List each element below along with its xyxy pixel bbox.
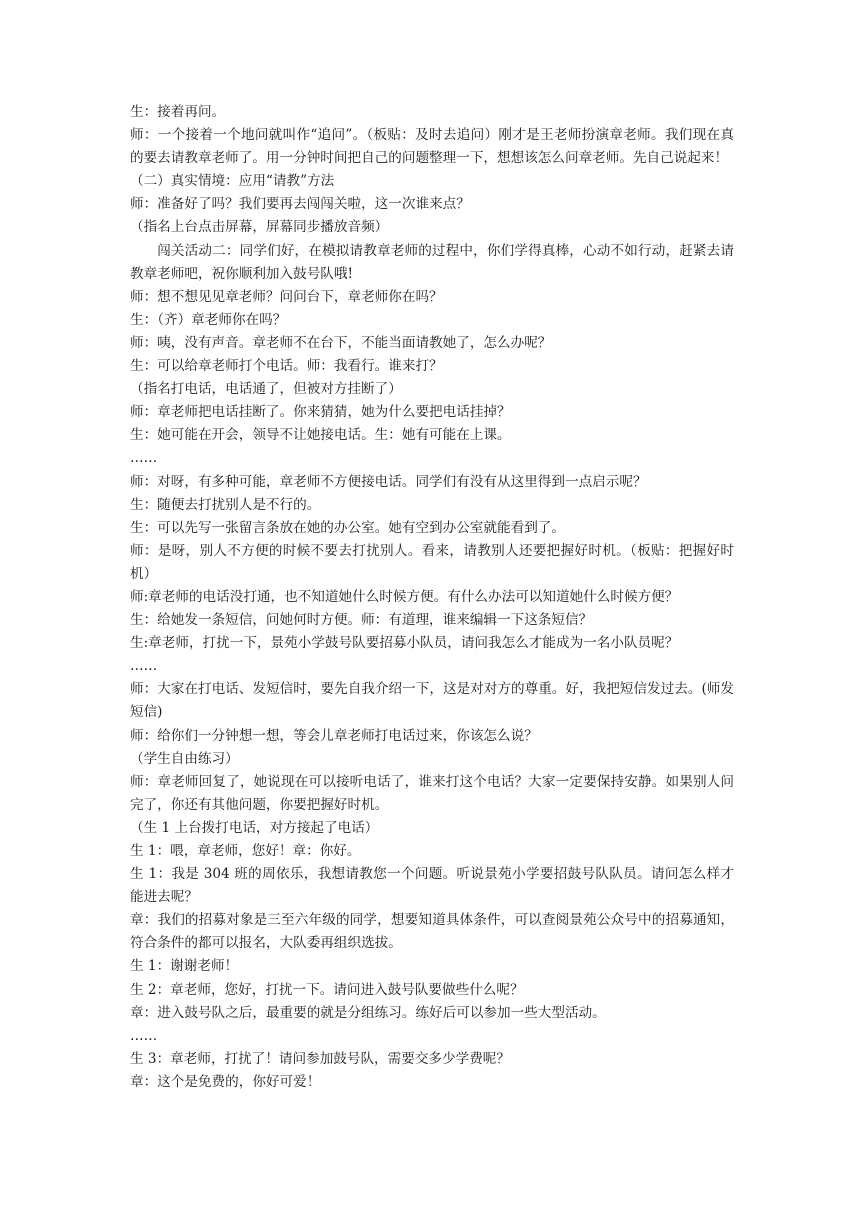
paragraph: 师：章老师把电话挂断了。你来猜猜，她为什么要把电话挂掉？ (130, 404, 511, 421)
paragraph: …… (130, 658, 158, 675)
document-page (130, 101, 734, 1094)
paragraph: 生：可以先写一张留言条放在她的办公室。她有空到办公室就能看到了。 (130, 519, 565, 536)
paragraph: （二）真实情境：应用“请教”方法 (130, 173, 335, 190)
paragraph: 师：对呀，有多种可能，章老师不方便接电话。同学们有没有从这里得到一点启示呢？ (130, 473, 647, 490)
paragraph: 生：她可能在开会，领导不让她接电话。生：她有可能在上课。 (130, 427, 511, 444)
paragraph: 师：章老师回复了，她说现在可以接听电话了，谁来打这个电话？大家一定要保持安静。如果别人问完了，你还有其他问题，你要把握好时机。 (130, 773, 734, 813)
paragraph: 生：（齐）章老师你在吗？ (130, 311, 287, 328)
paragraph: 师:章老师的电话没打通，也不知道她什么时候方便。有什么办法可以知道她什么时候方便？ (130, 588, 679, 605)
paragraph: 章：我们的招募对象是三至六年级的同学，想要知道具体条件，可以查阅景苑公众号中的招募通知，符合条件的都可以报名，大队委再组织选拔。 (130, 912, 734, 952)
paragraph: 生:章老师，打扰一下，景苑小学鼓号队要招募小队员，请问我怎么才能成为一名小队员呢？ (130, 635, 679, 652)
paragraph: 生：接着再问。 (130, 104, 226, 120)
paragraph: 生 2：章老师，您好，打扰一下。请问进入鼓号队要做些什么呢？ (130, 981, 524, 998)
paragraph: 生：给她发一条短信，问她何时方便。师：有道理，谁来编辑一下这条短信？ (130, 612, 593, 629)
paragraph: 生：随便去打扰别人是不行的。 (130, 496, 321, 513)
paragraph: 师：是呀，别人不方便的时候不要去打扰别人。看来，请教别人还要把握好时机。（板贴：把握好时机） (130, 542, 734, 582)
paragraph: （指名上台点击屏幕，屏幕同步播放音频） (130, 219, 389, 236)
paragraph: 师：给你们一分钟想一想，等会儿章老师打电话过来，你该怎么说？ (130, 727, 538, 744)
paragraph: 生 3：章老师，打扰了！请问参加鼓号队，需要交多少学费呢？ (130, 1050, 510, 1067)
paragraph: …… (130, 1027, 158, 1044)
paragraph: 生：可以给章老师打个电话。师：我看行。谁来打？ (130, 358, 443, 375)
paragraph: 章：这个是免费的，你好可爱！ (130, 1073, 321, 1090)
paragraph: 章：进入鼓号队之后，最重要的就是分组练习。练好后可以参加一些大型活动。 (130, 1004, 606, 1021)
paragraph: …… (130, 450, 158, 467)
paragraph: 师：想不想见见章老师？问问台下，章老师你在吗？ (130, 288, 443, 305)
paragraph: 师：大家在打电话、发短信时，要先自我介绍一下，这是对对方的尊重。好，我把短信发过去。(师发短信) (130, 681, 734, 721)
paragraph: 师：咦，没有声音。章老师不在台下，不能当面请教她了，怎么办呢？ (130, 334, 552, 351)
paragraph: 师：一个接着一个地问就叫作“追问”。（板贴：及时去追问）刚才是王老师扮演章老师。我们现在真的要去请教章老师了。用一分钟时间把自己的问题整理一下，想想该怎么问章老师。先自己说起来！ (130, 127, 734, 167)
paragraph: （生 1 上台拨打电话，对方接起了电话） (130, 819, 379, 836)
paragraph: （指名打电话，电话通了，但被对方挂断了） (130, 381, 402, 398)
paragraph: 生 1：谢谢老师！ (130, 958, 239, 975)
paragraph: 生 1：我是 304 班的周依乐，我想请教您一个问题。听说景苑小学要招鼓号队队员。请问怎么样才能进去呢？ (130, 866, 734, 906)
paragraph: （学生自由练习） (130, 750, 239, 767)
paragraph: 生 1：喂，章老师，您好！章：你好。 (130, 843, 361, 859)
paragraph: 师：准备好了吗？我们要再去闯闯关啦，这一次谁来点？ (130, 196, 470, 213)
paragraph: 闯关活动二：同学们好，在模拟请教章老师的过程中，你们学得真棒，心动不如行动，赶紧去请教章老师吧，祝你顺利加入鼓号队哦! (130, 242, 734, 282)
